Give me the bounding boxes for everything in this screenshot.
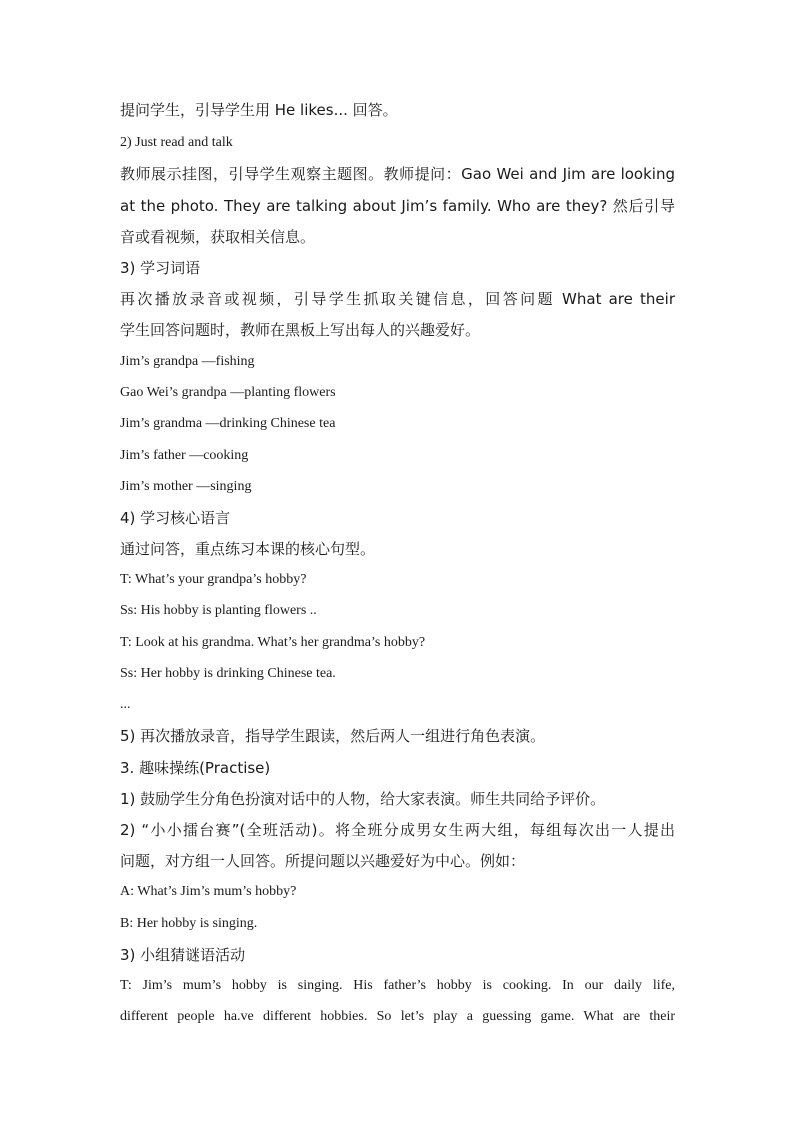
text-line: 2) “小小擂台赛”(全班活动)。将全班分成男女生两大组，每组每次出一人提出 xyxy=(120,821,675,839)
text-line: 再次播放录音或视频，引导学生抓取关键信息，回答问题 What are their xyxy=(120,290,675,308)
section-heading: 3. 趣味操练(Practise) xyxy=(120,759,271,777)
text-line: 问题，对方组一人回答。所提问题以兴趣爱好为中心。例如： xyxy=(120,852,526,870)
text-line: 2) Just read and talk xyxy=(120,135,233,150)
text-line: Ss: Her hobby is drinking Chinese tea. xyxy=(120,666,336,681)
text-line: Gao Wei’s grandpa —planting flowers xyxy=(120,385,336,400)
section-heading: 3) 小组猜谜语活动 xyxy=(120,946,246,964)
text-line: Jim’s grandma —drinking Chinese tea xyxy=(120,416,336,431)
text-line: 音或看视频，获取相关信息。 xyxy=(120,228,316,246)
text-line: at the photo. They are talking about Jim’s family. Who are they? 然后引导 xyxy=(120,197,675,215)
text-line: 通过问答，重点练习本课的核心句型。 xyxy=(120,540,376,558)
text-line: Jim’s grandpa —fishing xyxy=(120,354,255,369)
text-line: Jim’s mother —singing xyxy=(120,479,252,494)
text-line: 教师展示挂图，引导学生观察主题图。教师提问：Gao Wei and Jim are looking xyxy=(120,165,675,183)
text-line: A: What’s Jim’s mum’s hobby? xyxy=(120,884,297,899)
section-heading: 5) 再次播放录音，指导学生跟读，然后两人一组进行角色表演。 xyxy=(120,727,546,745)
text-line: 提问学生，引导学生用 He likes... 回答。 xyxy=(120,101,398,119)
text-line: T: Look at his grandma. What’s her grandma’s hobby? xyxy=(120,635,426,650)
text-line: Ss: His hobby is planting flowers .. xyxy=(120,603,317,618)
text-line: 1) 鼓励学生分角色扮演对话中的人物，给大家表演。师生共同给予评价。 xyxy=(120,790,606,808)
section-heading: 3) 学习词语 xyxy=(120,259,201,277)
text-line: T: Jim’s mum’s hobby is singing. His father’s hobby is cooking. In our daily life, xyxy=(120,978,675,993)
text-line: T: What’s your grandpa’s hobby? xyxy=(120,572,307,587)
section-heading: 4) 学习核心语言 xyxy=(120,509,231,527)
text-line: different people ha.ve different hobbies. So let’s play a guessing game. What are their xyxy=(120,1009,675,1024)
text-line: ... xyxy=(120,697,131,712)
text-line: 学生回答问题时，教师在黑板上写出每人的兴趣爱好。 xyxy=(120,321,481,339)
text-line: Jim’s father —cooking xyxy=(120,448,249,463)
text-line: B: Her hobby is singing. xyxy=(120,916,258,931)
